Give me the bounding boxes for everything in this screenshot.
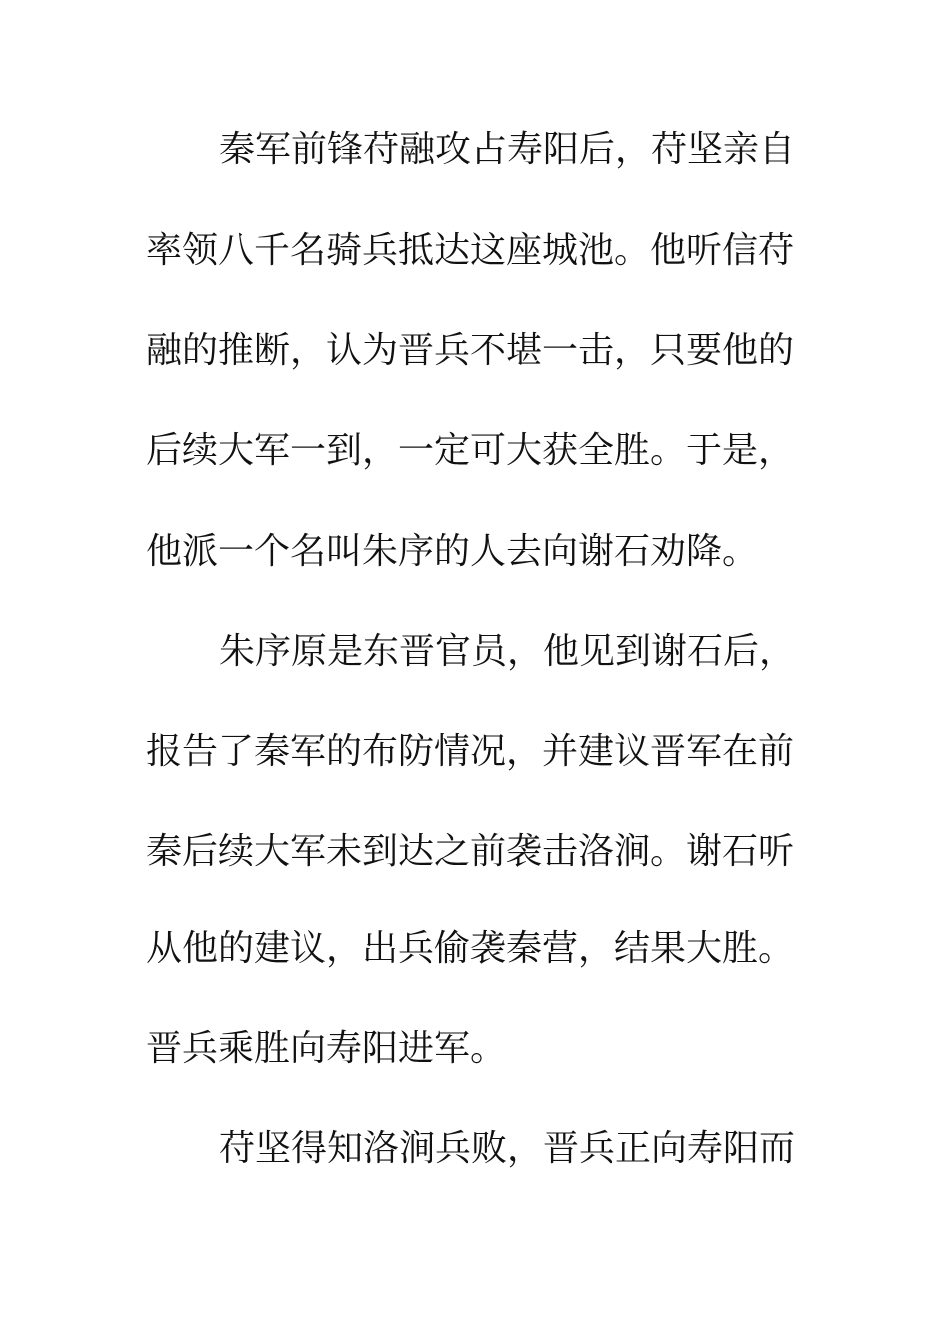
paragraph-line: 从他的建议，出兵偷袭秦营，结果大胜。: [146, 928, 795, 969]
paragraph-line: 后续大军一到，一定可大获全胜。于是，: [146, 430, 795, 471]
paragraph-line: 秦后续大军未到达之前袭击洛涧。谢石听: [146, 831, 795, 872]
paragraph-line: 他派一个名叫朱序的人去向谢石劝降。: [146, 531, 759, 572]
paragraph-line: 率领八千名骑兵抵达这座城池。他听信苻: [146, 230, 795, 271]
paragraph-line: 朱序原是东晋官员，他见到谢石后，: [219, 631, 796, 672]
paragraph-line: 报告了秦军的布防情况，并建议晋军在前: [146, 731, 795, 772]
paragraph-line: 融的推断，认为晋兵不堪一击，只要他的: [146, 330, 795, 371]
paragraph-line: 晋兵乘胜向寿阳进军。: [146, 1028, 507, 1069]
paragraph-line: 秦军前锋苻融攻占寿阳后，苻坚亲自: [219, 129, 796, 170]
paragraph-line: 苻坚得知洛涧兵败，晋兵正向寿阳而: [219, 1128, 796, 1169]
